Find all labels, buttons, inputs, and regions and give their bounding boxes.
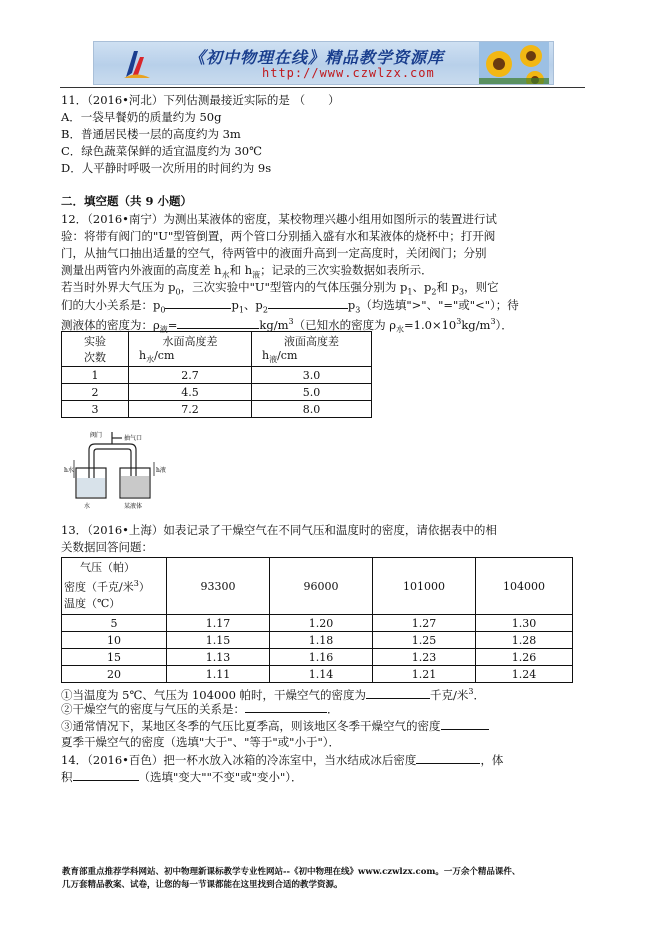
banner-url[interactable]: http://www.czwlzx.com — [262, 66, 435, 80]
q13-subquestion-3: ③通常情况下，某地区冬季的气压比夏季高，则该地区冬季干燥空气的密度 — [61, 718, 489, 734]
q11-option-b: B．普通居民楼一层的高度约为 3m — [61, 127, 241, 141]
table-row: 15 1.13 1.16 1.23 1.26 — [62, 649, 573, 666]
q13-subquestion-2: ②干燥空气的密度与气压的关系是： ． — [61, 702, 339, 716]
site-logo-icon — [122, 47, 152, 81]
q11-option-d: D．人平静时呼吸一次所用的时间约为 9s — [61, 161, 272, 175]
answer-blank[interactable] — [416, 752, 480, 764]
q14-line-1: 14．（2016•百色）把一杯水放入冰箱的冷冻室中，当水结成冰后密度 ，体 — [61, 753, 504, 767]
table-row: 5 1.17 1.20 1.27 1.30 — [62, 615, 573, 632]
table-row: 20 1.11 1.14 1.21 1.24 — [62, 666, 573, 683]
q12-line-7: 测液体的密度为：$\rho_液= kg/m^3$（已知水的密度为 $\rho_水=1.0\times 10^3kg/m^3$）． — [61, 317, 513, 335]
header-divider — [60, 87, 585, 88]
q13-line-1: 13．（2016•上海）如表记录了干燥空气在不同气压和温度时的密度，请依据表中的相 — [61, 523, 497, 537]
figure-label-hliquid: h液 — [156, 467, 166, 474]
table-header-row: 气压（帕） 密度（千克/米$^3$） 温度（℃） 93300 96000 101000 104000 — [62, 558, 573, 615]
q12-line-5: 若当时外界大气压为 $p_0$，三次实验中"U"型管内的气体压强分别为 $p_1$、$p_2$和 $p_3$，则它 — [61, 280, 499, 297]
table-row: 1 2.7 3.0 — [62, 367, 372, 384]
q12-line-1: 12．（2016•南宁）为测出某液体的密度，某校物理兴趣小组用如图所示的装置进行试 — [61, 212, 497, 226]
answer-blank[interactable] — [165, 297, 231, 309]
table-row: 3 7.2 8.0 — [62, 401, 372, 418]
header-banner — [93, 41, 554, 85]
sunflower-image-icon — [479, 42, 549, 85]
q12-line-3: 门，从抽气口抽出适量的空气，待两管中的液面升高到一定高度时，关闭阀门；分别 — [61, 246, 487, 260]
q11-stem: 11．（2016•河北）下列估测最接近实际的是 （ ） — [61, 93, 340, 107]
table-header-cell: 液面高度差 $h_液/cm$ — [252, 332, 372, 367]
table-row: 10 1.15 1.18 1.25 1.28 — [62, 632, 573, 649]
answer-blank[interactable] — [441, 718, 489, 730]
q12-data-table — [61, 331, 372, 418]
q11-option-c: C．绿色蔬菜保鲜的适宜温度约为 30℃ — [61, 144, 262, 158]
q13-subquestion-1: ①当温度为 5℃、气压为 104000 帕时，干燥空气的密度为 千克/米$^3$． — [61, 687, 486, 702]
answer-blank[interactable] — [245, 701, 327, 713]
table-header-cell: 水面高度差 $h_水/cm$ — [129, 332, 252, 367]
table-row: 2 4.5 5.0 — [62, 384, 372, 401]
figure-label-water: 水 — [84, 503, 91, 510]
q12-line-2: 验：将带有阀门的"U"型管倒置，两个管口分别插入盛有水和某液体的烧杯中；打开阀 — [61, 229, 496, 243]
q13-density-table — [61, 557, 573, 683]
figure-label-hwater: h水 — [64, 467, 74, 474]
q12-line-6: 们的大小关系是：$p_0$ $p_1$、$p_2$ $p_3$（均选填">"、"="或"<"）；待 — [61, 298, 519, 315]
answer-blank[interactable] — [366, 687, 430, 699]
answer-blank[interactable] — [73, 769, 139, 781]
q11-option-a: A．一袋早餐奶的质量约为 50g — [61, 110, 222, 124]
q12-line-4: 测量出两管内外液面的高度差 $h_水$和 $h_液$；记录的三次实验数据如表所示． — [61, 263, 433, 280]
figure-label-outlet: 抽气口 — [124, 435, 143, 442]
answer-blank[interactable] — [268, 297, 348, 309]
answer-blank[interactable] — [177, 317, 259, 329]
table-header-row — [62, 332, 372, 367]
q13-subquestion-3-cont: 夏季干燥空气的密度（选填"大于"、"等于"或"小于"）． — [61, 735, 340, 749]
page-footer: 教育部重点推荐学科网站、初中物理新课标教学专业性网站--《初中物理在线》www.czwlzx.com。一万余个精品课件、 几万套精品教案、试卷，让您的每一节课都能在这里找到合适的教学资源。 — [62, 867, 521, 890]
q13-line-2: 关数据回答问题： — [61, 540, 153, 554]
banner-title: 《初中物理在线》精品教学资源库 — [189, 48, 445, 67]
figure-label-valve: 阀门 — [90, 432, 103, 439]
q14-line-2: 积 （选填"变大""不变"或"变小"）． — [61, 770, 303, 784]
table-corner-cell: 气压（帕） 密度（千克/米$^3$） 温度（℃） — [62, 558, 167, 615]
u-tube-apparatus-figure — [64, 430, 174, 510]
figure-label-liquid: 某液体 — [124, 503, 143, 510]
table-header-cell: 实验 次数 — [62, 332, 129, 367]
section-title: 二．填空题（共 9 小题） — [61, 194, 193, 208]
